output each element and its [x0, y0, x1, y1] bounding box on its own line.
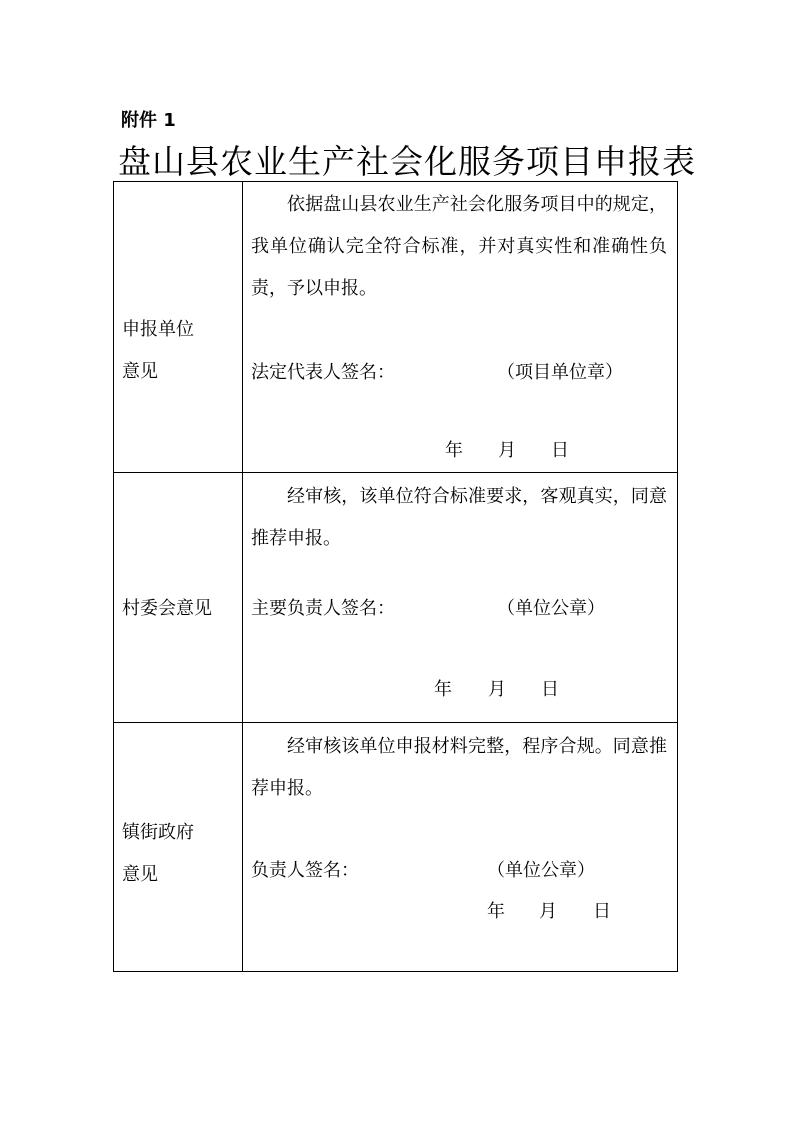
- village-committee-opinion-row: [114, 472, 677, 722]
- form-title: 盘山县农业生产社会化服务项目申报表: [118, 142, 696, 181]
- date-year: 年: [434, 679, 452, 700]
- village-committee-statement: 经审核，该单位符合标准要求，客观真实，同意推荐申报。: [251, 486, 667, 549]
- label-line: 申报单位: [122, 319, 194, 340]
- label-line: 意见: [122, 864, 158, 885]
- applicant-opinion-row: [114, 182, 677, 472]
- village-committee-opinion-content: [243, 473, 677, 722]
- applicant-opinion-content: [243, 182, 677, 472]
- date-month: 月: [488, 679, 506, 700]
- town-government-opinion-label: [114, 723, 243, 971]
- attachment-label: 附件 1: [121, 110, 176, 131]
- application-form-table: [113, 181, 678, 972]
- date-month: 月: [539, 901, 557, 922]
- town-government-opinion-row: [114, 722, 677, 971]
- town-government-statement: 经审核该单位申报材料完整，程序合规。同意推荐申报。: [251, 736, 667, 799]
- town-government-opinion-content: [243, 723, 677, 971]
- date-day: 日: [593, 901, 611, 922]
- responsible-person-signature-label: 负责人签名：: [251, 860, 359, 881]
- applicant-opinion-label: [114, 182, 243, 472]
- date-month: 月: [498, 440, 516, 461]
- date-day: 日: [541, 679, 559, 700]
- label-line: 意见: [122, 361, 158, 382]
- legal-rep-signature-label: 法定代表人签名：: [251, 362, 395, 383]
- label-line: 村委会意见: [122, 598, 212, 619]
- village-committee-opinion-label: [114, 473, 243, 722]
- project-unit-seal-label: （项目单位章）: [497, 362, 623, 383]
- unit-seal-label: （单位公章）: [497, 598, 605, 619]
- unit-seal-label: （单位公章）: [487, 860, 595, 881]
- date-day: 日: [551, 440, 569, 461]
- date-year: 年: [487, 901, 505, 922]
- applicant-statement: 依据盘山县农业生产社会化服务项目中的规定，我单位确认完全符合标准，并对真实性和准确性负责，予以申报。: [251, 194, 667, 299]
- principal-signature-label: 主要负责人签名：: [251, 598, 395, 619]
- date-year: 年: [445, 440, 463, 461]
- label-line: 镇街政府: [122, 822, 194, 843]
